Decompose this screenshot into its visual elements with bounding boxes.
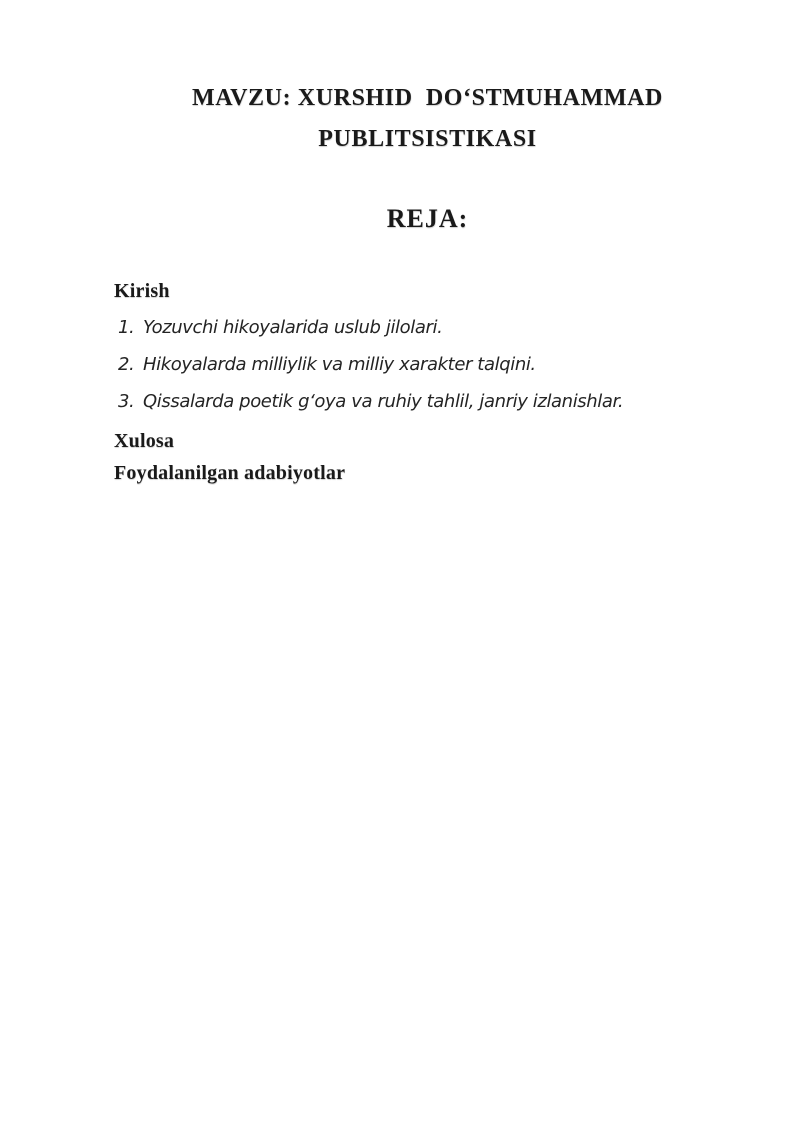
section-label-intro: Kirish (114, 280, 170, 302)
plan-list (114, 314, 740, 415)
plan-item-3 (114, 388, 740, 415)
plan-heading: REJA: (386, 204, 469, 233)
section-label-conclusion: Xulosa (114, 430, 175, 452)
plan-item-2-text: Hikoyalarda milliylik va milliy xarakter talqini. (143, 354, 536, 375)
title-line-1: MAVZU: XURSHID DO‘STMUHAMMAD (192, 85, 663, 111)
plan-item-1-number: 1. (118, 317, 135, 338)
section-label-references: Foydalanilgan adabiyotlar (114, 462, 346, 484)
plan-item-3-number: 3. (118, 391, 135, 412)
title-line-2: PUBLITSISTIKASI (318, 126, 537, 152)
plan-item-2 (114, 351, 740, 378)
plan-item-1-text: Yozuvchi hikoyalarida uslub jilolari. (143, 317, 443, 338)
plan-item-2-number: 2. (118, 354, 135, 375)
document-body (114, 277, 740, 487)
plan-item-3-text: Qissalarda poetik g‘oya va ruhiy tahlil, janriy izlanishlar. (143, 391, 624, 412)
plan-item-1 (114, 314, 740, 341)
document-title (0, 0, 800, 160)
